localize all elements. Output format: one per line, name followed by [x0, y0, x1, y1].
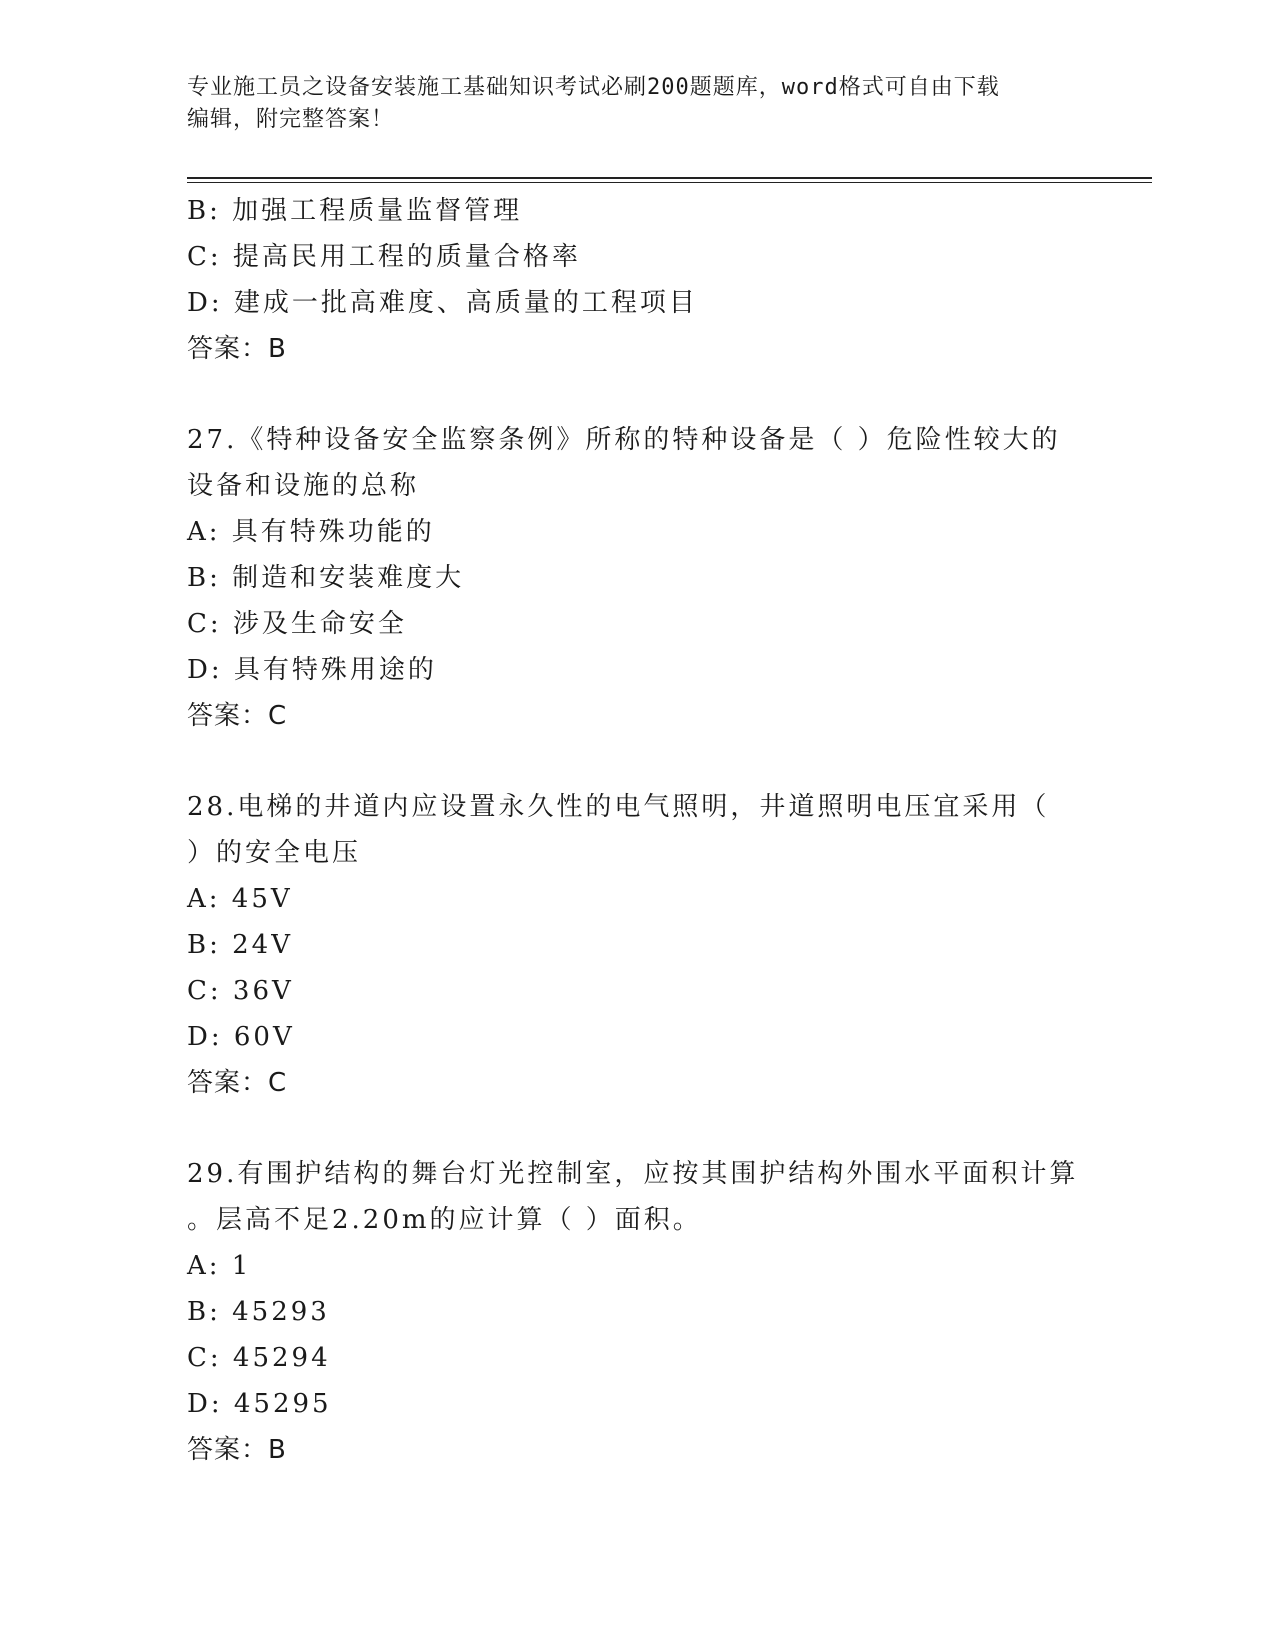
- option-d: D: 具有特殊用途的: [187, 655, 437, 685]
- option-b: B: 加强工程质量监督管理: [187, 196, 523, 226]
- question-block-27: [187, 417, 1087, 739]
- option-c: C: 涉及生命安全: [187, 609, 407, 639]
- answer-line: 答案：B: [187, 334, 287, 364]
- header-title-line-2: 编辑，附完整答案！: [187, 107, 395, 132]
- header-title-line-1: 专业施工员之设备安装施工基础知识考试必刷200题题库，word格式可自由下载: [187, 75, 1000, 100]
- header-divider-thick: [187, 177, 1152, 179]
- option-b: B: 24V: [187, 930, 293, 960]
- option-b: B: 45293: [187, 1297, 330, 1327]
- option-d: D: 60V: [187, 1022, 295, 1052]
- option-d: D: 45295: [187, 1389, 332, 1419]
- question-block-29: [187, 1151, 1087, 1473]
- answer-line: 答案：C: [187, 701, 288, 731]
- option-c: C: 36V: [187, 976, 294, 1006]
- question-stem-line: 28.电梯的井道内应设置永久性的电气照明，井道照明电压宜采用（: [187, 792, 1050, 822]
- question-stem-line: ）的安全电压: [187, 838, 362, 868]
- option-d: D: 建成一批高难度、高质量的工程项目: [187, 288, 698, 318]
- option-c: C: 45294: [187, 1343, 331, 1373]
- header-divider-thin: [187, 182, 1152, 183]
- option-c: C: 提高民用工程的质量合格率: [187, 242, 581, 272]
- option-b: B: 制造和安装难度大: [187, 563, 465, 593]
- question-stem-line: 29.有围护结构的舞台灯光控制室，应按其围护结构外围水平面积计算: [187, 1159, 1079, 1189]
- answer-line: 答案：C: [187, 1068, 288, 1098]
- question-list: [187, 188, 1087, 1473]
- question-block-28: [187, 784, 1087, 1106]
- option-a: A: 具有特殊功能的: [187, 517, 435, 547]
- question-stem-line: 27.《特种设备安全监察条例》所称的特种设备是（ ）危险性较大的: [187, 425, 1061, 455]
- option-a: A: 1: [187, 1251, 252, 1281]
- option-a: A: 45V: [187, 884, 293, 914]
- question-block-26: [187, 188, 1087, 372]
- question-stem-line: 设备和设施的总称: [187, 471, 420, 501]
- question-stem-line: 。层高不足2.20m的应计算（ ）面积。: [187, 1205, 702, 1235]
- document-header: [187, 72, 1067, 136]
- answer-line: 答案：B: [187, 1435, 287, 1465]
